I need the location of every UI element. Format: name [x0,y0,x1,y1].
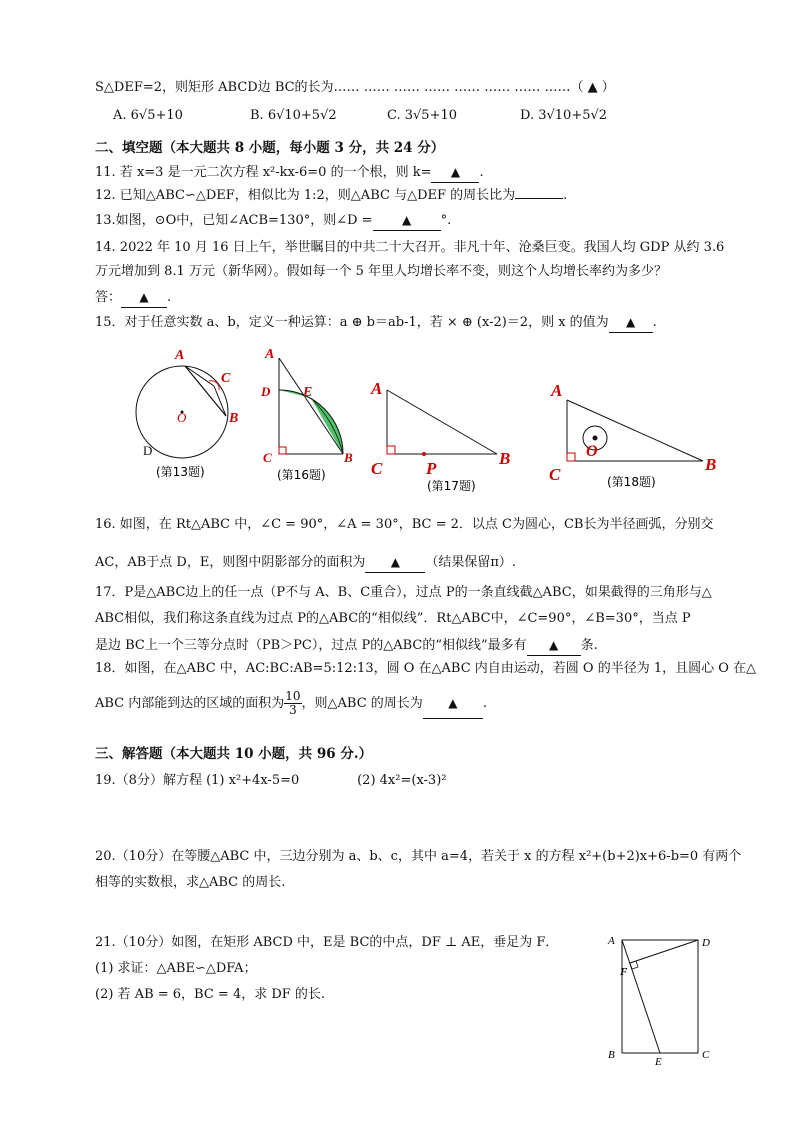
q14-answer-label: 答： [95,290,122,305]
fig16-label-d: D [261,384,271,399]
question-13: 13.如图，⊙O中，已知∠ACB=130°，则∠D = ▲ °. [95,211,451,231]
section-2-heading: 二、填空题（本大题共 8 小题，每小题 3 分，共 24 分） [95,140,445,156]
fig13-caption: (第13题) [156,465,205,479]
q18-text-post: ，则△ABC 的周长为 [301,696,423,711]
fig17-label-c: C [371,459,383,478]
fig16-label-c: C [263,450,272,465]
question-15: 15．对于任意实数 a、b，定义一种运算：a ⊕ b＝ab-1，若 × ⊕ (x-2)＝2，则 x 的值为 ▲ . [95,313,657,333]
fig13-label-o: O [177,410,187,425]
fig13-label-c: C [221,371,231,386]
q16-text: AC，AB于点 D，E，则图中阴影部分的面积为 [95,555,366,570]
q12-blank [515,198,563,199]
question-12: 12. 已知△ABC∽△DEF，相似比为 1:2，则△ABC 与△DEF 的周长比为 . [95,188,568,203]
q17-text: 是边 BC上一个三等分点时（PB＞PC），过点 P的△ABC的“相似线”最多有 [95,638,527,653]
figure-18 [545,372,730,497]
q10-tail: S△DEF=2，则矩形 ABCD边 BC的长为…… …… …… …… …… …… …… ……（ ▲ ） [95,80,615,95]
q17-tail: 条. [580,638,598,653]
q10-option-b: B. 6√10+5√2 [250,108,337,123]
q18-blank: ▲ [423,689,483,719]
q21-line-1: 21.（10分）如图，在矩形 ABCD 中，E是 BC的中点，DF ⊥ AE，垂足为 F． [95,935,559,950]
q10-option-a: A. 6√5+10 [113,108,183,123]
fig17-label-b: B [499,449,511,468]
q17-line-1: 17．P是△ABC边上的任一点（P不与 A、B、C重合），过点 P的一条直线截△ABC，如果截得的三角形与△ [95,585,712,600]
q17-line-2: ABC相似，我们称这条直线为过点 P的△ABC的“相似线”．Rt△ABC中，∠C=90°，∠B=30°，当点 P [95,611,691,626]
q15-text: 15．对于任意实数 a、b，定义一种运算：a ⊕ b＝ab-1，若 × ⊕ (x-2)＝2，则 x 的值为 [95,315,609,330]
fig13-label-a: A [175,348,185,363]
q13-text: 13.如图，⊙O中，已知∠ACB=130°，则∠D = [95,213,373,228]
q21-line-2: (1) 求证：△ABE∽△DFA； [95,961,257,976]
fig17-caption: (第17题) [427,479,476,493]
fig21-label-b: B [608,1049,615,1061]
question-19: 19.（8分）解方程 (1) x²+4x-5=0 (2) 4x²=(x-3)² [95,773,447,788]
q18-fraction: $\frac{10}{3}$ [285,689,301,717]
q11-text: 11. 若 x=3 是一元二次方程 x²-kx-6=0 的一个根，则 k= [95,165,432,180]
q14-line-1: 14. 2022 年 10 月 16 日上午，举世瞩目的中共二十大召开。非凡十年、沧桑巨变。我国人均 GDP 从约 3.6 [95,240,725,255]
fig18-label-b: B [705,455,717,474]
q16-line-1: 16. 如图，在 Rt△ABC 中，∠C = 90°，∠A = 30°，BC = 2．以点 C为圆心，CB长为半径画弧，分别交 [95,517,714,532]
q15-blank: ▲ [609,313,653,333]
q14-answer: 答： ▲ . [95,288,171,308]
figure-16 [255,342,365,492]
q21-line-3: (2) 若 AB = 6，BC = 4，求 DF 的长. [95,987,326,1002]
fig18-caption: (第18题) [607,475,656,489]
q14-blank: ▲ [121,288,167,308]
q10-option-d: D. 3√10+5√2 [520,108,608,123]
q18-line-2: ABC 内部能到达的区域的面积为 $\frac{10}{3}$ ，则△ABC 的周长为 ▲ . [95,689,487,717]
question-11: 11. 若 x=3 是一元二次方程 x²-kx-6=0 的一个根，则 k= ▲ . [95,163,484,183]
fig21-label-d: D [702,937,710,949]
fig21-label-e: E [655,1056,662,1068]
q14-line-2: 万元增加到 8.1 万元（新华网）。假如每一个 5 年里人均增长率不变，则这个人均增长率约为多少？ [95,264,667,279]
q12-text: 12. 已知△ABC∽△DEF，相似比为 1:2，则△ABC 与△DEF 的周长比为 [95,188,516,203]
fig13-label-d: D [143,443,153,458]
fig13-label-b: B [229,411,239,426]
q13-blank: ▲ [373,211,441,231]
figure-17 [365,372,525,497]
fig16-label-e: E [303,385,313,400]
fig16-caption: (第16题) [277,468,326,482]
fig18-label-a: A [551,381,563,400]
q16-blank: ▲ [365,553,425,573]
fig18-label-o: O [586,443,598,460]
fig18-label-c: C [549,465,561,484]
q18-text: ABC 内部能到达的区域的面积为 [95,696,285,711]
q16-tail: （结果保留π）. [425,555,517,570]
fig17-label-p: P [426,459,437,478]
q17-line-3 [95,636,598,656]
figure-21 [600,928,720,1068]
q11-blank: ▲ [431,163,479,183]
q18-line-1: 18．如图，在△ABC 中，AC:BC:AB=5:12:13，圆 O 在△ABC 内自由运动，若圆 O 的半径为 1，且圆心 O 在△ [95,661,757,676]
fig21-label-a: A [608,935,615,947]
fig16-label-b: B [344,450,353,465]
q20-line-1: 20.（10分）在等腰△ABC 中，三边分别为 a、b、c，其中 a=4，若关于 x 的方程 x²+(b+2)x+6-b=0 有两个 [95,849,742,864]
fig16-label-a: A [265,347,275,362]
figure-13 [130,342,250,492]
q16-line-2 [95,553,516,573]
fig21-label-f: F [620,966,628,978]
fig17-label-a: A [371,379,383,398]
q20-line-2: 相等的实数根，求△ABC 的周长. [95,875,286,890]
section-3-heading: 三、解答题（本大题共 10 小题，共 96 分.） [95,746,373,762]
q10-option-c: C. 3√5+10 [387,108,458,123]
fig21-label-c: C [702,1049,710,1061]
q17-blank: ▲ [527,636,581,656]
